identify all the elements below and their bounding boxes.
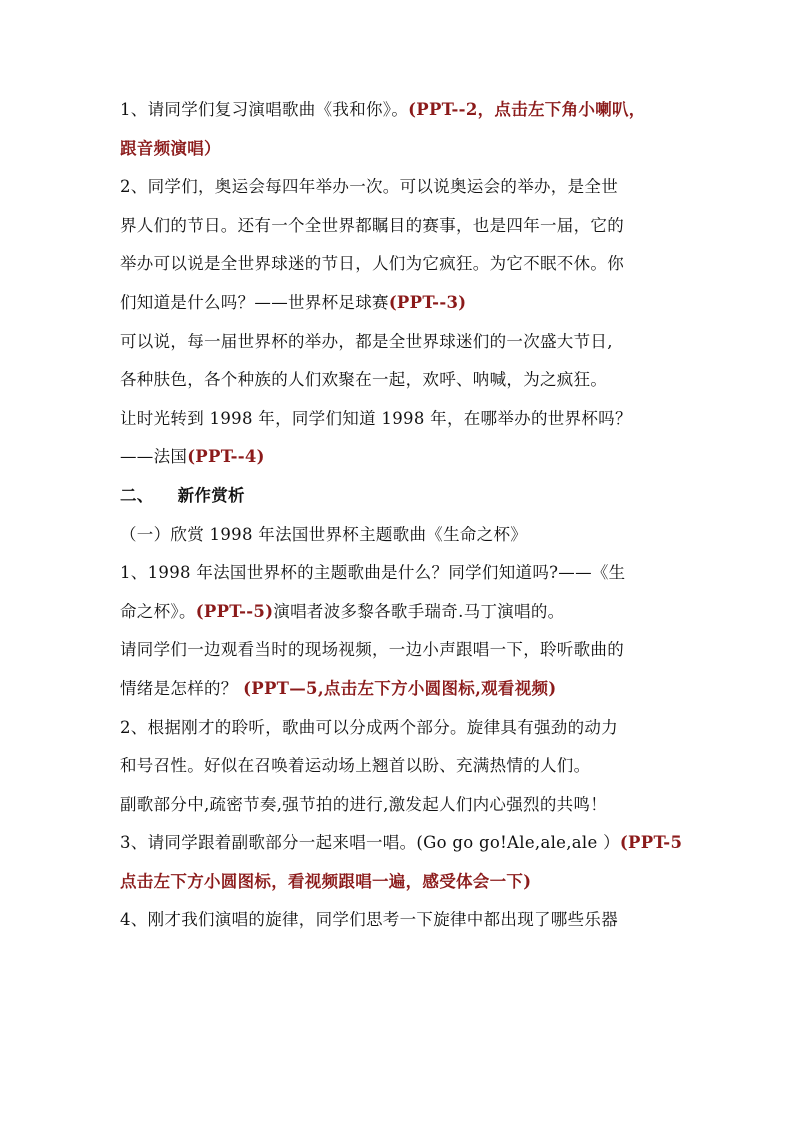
ppt-annotation: 跟音频演唱） (120, 138, 221, 158)
paragraph-line (120, 718, 680, 738)
paragraph-line (120, 177, 680, 197)
text-run: 让时光转到 1998 年，同学们知道 1998 年，在哪举办的世界杯吗？ (120, 408, 632, 428)
paragraph-line (120, 602, 680, 622)
text-run: 界人们的节日。还有一个全世界都瞩目的赛事，也是四年一届，它的 (120, 215, 624, 235)
text-run: 2、同学们，奥运会每四年举办一次。可以说奥运会的举办，是全世 (120, 177, 618, 197)
text-run: 情绪是怎样的？ (120, 678, 244, 698)
paragraph-line (120, 640, 680, 660)
paragraph-line (120, 293, 680, 313)
text-run: 演唱者波多黎各歌手瑞奇.马丁演唱的。 (273, 601, 565, 621)
text-run: 4、刚才我们演唱的旋律，同学们思考一下旋律中都出现了哪些乐器 (120, 910, 618, 930)
ppt-annotation: (PPT-5 (619, 833, 683, 853)
ppt-annotation: (PPT--2，点击左下角小喇叭， (408, 100, 646, 119)
text-run: （一）欣赏 1998 年法国世界杯主题歌曲《生命之杯》 (120, 524, 528, 544)
text-run: 副歌部分中,疏密节奏,强节拍的进行,激发起人们内心强烈的共鸣！ (120, 794, 608, 814)
text-run: 1、请同学们复习演唱歌曲《我和你》。 (120, 100, 409, 119)
text-run: 请同学们一边观看当时的现场视频，一边小声跟唱一下，聆听歌曲的 (120, 640, 624, 660)
paragraph-line (120, 447, 680, 467)
ppt-annotation: (PPT--5) (195, 601, 274, 621)
text-run: 命之杯》。 (120, 601, 196, 621)
paragraph-line (120, 756, 680, 776)
subsection-heading (120, 525, 680, 545)
paragraph-line (120, 409, 680, 429)
section-title: 新作赏析 (177, 485, 245, 505)
text-run: 们知道是什么吗？——世界杯足球赛 (120, 292, 389, 312)
paragraph-line (120, 139, 680, 159)
text-run: 可以说，每一届世界杯的举办，都是全世界球迷们的一次盛大节日, (120, 331, 613, 351)
paragraph-line (120, 795, 680, 815)
text-run: 各种肤色，各个种族的人们欢聚在一起，欢呼、呐喊，为之疯狂。 (120, 370, 608, 390)
section-heading (120, 486, 680, 506)
paragraph-line (120, 216, 680, 236)
text-run: 3、请同学跟着副歌部分一起来唱一唱。(Go go go!Ale,ale,ale ） (120, 833, 620, 853)
ppt-annotation: (PPT--4) (187, 447, 265, 467)
paragraph-line (120, 872, 680, 892)
text-run: 1、1998 年法国世界杯的主题歌曲是什么？同学们知道吗?——《生 (120, 563, 626, 583)
paragraph-line (120, 332, 680, 352)
paragraph-line (120, 833, 683, 853)
text-run: ——法国 (120, 447, 188, 467)
ppt-annotation: (PPT--3) (388, 292, 467, 312)
document-page (120, 100, 683, 949)
ppt-annotation: 点击左下方小圆图标，看视频跟唱一遍，感受体会一下) (120, 871, 532, 891)
paragraph-line (120, 563, 680, 583)
text-run: 举办可以说是全世界球迷的节日，人们为它疯狂。为它不眠不休。你 (120, 254, 624, 274)
section-number: 二、 (120, 485, 154, 505)
paragraph-line (120, 370, 680, 390)
paragraph-line (120, 910, 680, 930)
text-run: 和号召性。好似在召唤着运动场上翘首以盼、充满热情的人们。 (120, 756, 591, 776)
paragraph-line (120, 679, 680, 699)
text-run: 2、根据刚才的聆听，歌曲可以分成两个部分。旋律具有强劲的动力 (120, 717, 618, 737)
ppt-annotation: (PPT—5,点击左下方小圆图标,观看视频) (243, 678, 557, 698)
paragraph-line (120, 254, 680, 274)
paragraph-line (120, 100, 680, 120)
